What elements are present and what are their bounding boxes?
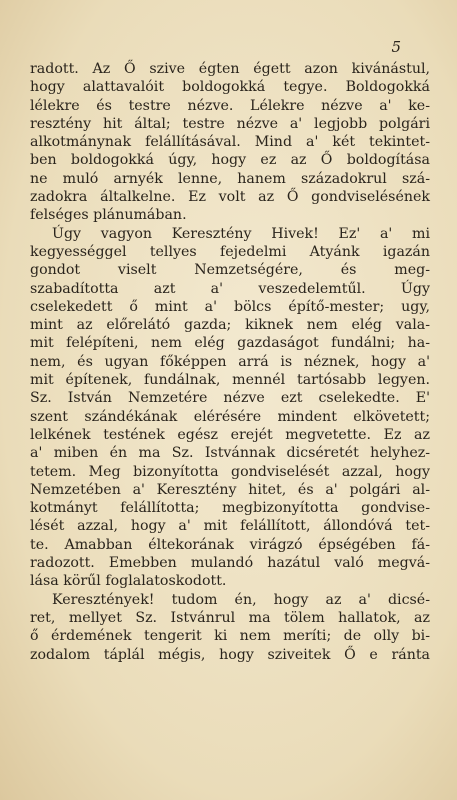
text-line: lélekre és testre nézve. Lélekre nézve a' ke- xyxy=(30,97,430,114)
text-line: a' miben én ma Sz. Istvánnak dicséretét helyhez- xyxy=(30,445,430,462)
text-line: kegyességgel tellyes fejedelmi Atyánk igazán xyxy=(30,243,430,260)
text-line: tetem. Meg bizonyította gondviselését azzal, hogy xyxy=(30,463,430,480)
text-line: radozott. Emebben mulandó hazátul való megvá- xyxy=(30,555,430,572)
text-line: Nemzetében a' Keresztény hitet, és a' polgári al- xyxy=(30,481,430,498)
text-line: Sz. István Nemzetére nézve ezt cselekedte. E' xyxy=(30,390,430,407)
text-line: szent szándékának elérésére mindent elkövetett; xyxy=(30,408,430,425)
text-line: gondot viselt Nemzetségére, és meg- xyxy=(30,262,430,279)
text-line: radott. Az Ő szive égten égett azon kivánástul, xyxy=(30,61,430,77)
body-text xyxy=(30,60,430,664)
text-line: Úgy vagyon Keresztény Hivek! Ez' a' mi xyxy=(52,225,430,242)
text-line: zadokra általkelne. Ez volt az Ő gondviselésének xyxy=(30,189,430,206)
text-line: lása körűl foglalatoskodott. xyxy=(30,573,227,590)
text-line: hogy alattavalóit boldogokká tegye. Boldogokká xyxy=(30,79,430,96)
text-line: ő érdemének tengerit ki nem meríti; de olly bi- xyxy=(30,628,430,645)
text-line: zodalom táplál mégis, hogy sziveitek Ő e ránta xyxy=(30,646,430,663)
text-line: mit felépíteni, nem elég gazdaságot fundálni; ha- xyxy=(30,335,430,352)
text-line: resztény hit által; testre nézve a' legjobb polgári xyxy=(30,115,430,132)
text-line: kotmányt felállította; megbizonyította gondvise- xyxy=(30,500,430,517)
text-line: Keresztények! tudom én, hogy az a' dicsé- xyxy=(52,591,430,608)
text-line: felséges plánumában. xyxy=(30,207,187,224)
text-line: nem, és ugyan főképpen arrá is néznek, hogy a' xyxy=(30,353,430,370)
text-line: alkotmánynak felállításával. Mind a' két tekintet- xyxy=(30,134,430,151)
text-line: szabadította azt a' veszedelemtűl. Úgy xyxy=(30,280,430,297)
page-number: 5 xyxy=(391,38,401,56)
text-line: ben boldogokká úgy, hogy ez az Ő boldogítása xyxy=(30,152,430,169)
text-line: lelkének testének egész erejét megvetette. Ez az xyxy=(30,426,430,443)
text-line: mint az előrelátó gazda; kiknek nem elég vala- xyxy=(30,317,430,334)
text-line: lését azzal, hogy a' mit felállított, állondóvá tet- xyxy=(30,518,430,535)
text-line: mit építenek, fundálnak, mennél tartósabb legyen. xyxy=(30,372,430,389)
text-line: ne muló arnyék lenne, hanem századokrul szá- xyxy=(30,170,430,187)
text-line: ret, mellyet Sz. Istvánrul ma tölem hallatok, az xyxy=(30,609,430,626)
text-line: te. Amabban éltekorának virágzó épségében fá- xyxy=(30,536,430,553)
text-line: cselekedett ő mint a' bölcs építő-mester; ugy, xyxy=(30,298,430,315)
